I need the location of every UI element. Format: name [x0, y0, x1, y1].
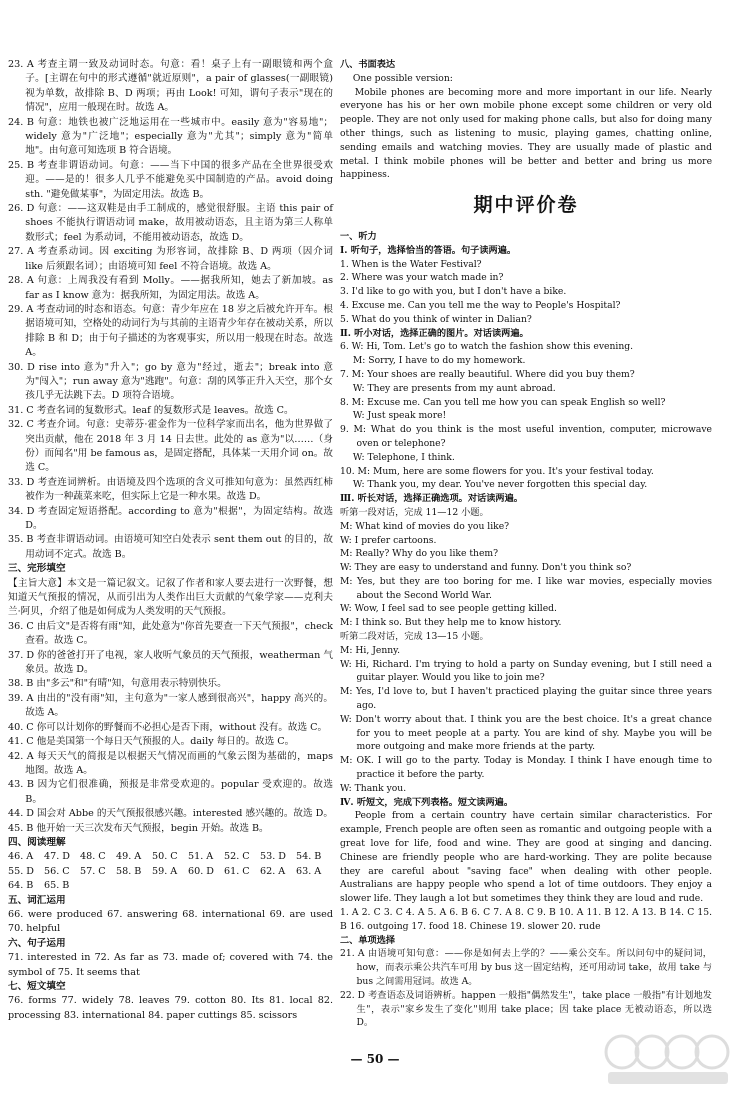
text-line: 9. M: What do you think is the most useful invention, computer, microwave oven or telephone?: [340, 424, 712, 449]
text-line: 5. What do you think of winter in Dalian?: [340, 313, 532, 325]
section-heading: 八、书面表达: [340, 59, 396, 70]
text-line: 42. A 每天天气的简报是以根据天气情况而画的气象云图为基础的，maps 地图。故选 A。: [8, 750, 333, 776]
text-line: 41. C 他是美国第一个每日天气预报的人。daily 每日的。故选 C。: [8, 736, 295, 748]
text-line: M: Yes, but they are too boring for me. I like war movies, especially movies about the Second World War.: [340, 575, 712, 601]
text-line: W: Don't worry about that. I think you are the best choice. It's a great chance for you to meet people at a party. You are kind of shy. Maybe you will be more outgoing and make more friends at the party.: [340, 713, 712, 753]
answer-item: 56. C: [44, 865, 70, 877]
section-heading: 六、句子运用: [8, 937, 66, 949]
page-title: 期中评价卷: [473, 194, 579, 217]
answer-item: 46. A: [8, 851, 34, 863]
text-line: 21. A 由语境可知句意：——你是如何去上学的？——乘公交车。所以问句中的疑问词，how，而表示乘公共汽车可用 by bus 这一固定结构，还可用动词 take，故用 take 与 bus 之间需用冠词。故选 A。: [340, 948, 712, 987]
text-line: 36. C 由后文"是否将有雨"知，此处意为"你首先要查一下天气预报"，check 查看。故选 C。: [8, 620, 333, 647]
text-line: W: I prefer cartoons.: [340, 534, 437, 546]
text-line: 28. A 句意：上周我没有看到 Molly。——据我所知，她去了新加坡。as far as I know 意为：据我所知，为固定用法。故选 A。: [8, 275, 333, 301]
text-line: 33. D 考查连词辨析。由语境及四个选项的含义可推知句意为：虽然西红柿被作为一种蔬菜来吃，但实际上它是一种水果。故选 D。: [8, 476, 333, 503]
answer-item: 52. C: [224, 851, 250, 863]
text-line: W: Just speak more!: [352, 410, 447, 422]
text-line: 23. A 考查主谓一致及动词时态。句意：看！桌子上有一副眼镜和两个盒子。[主谓在句中的形式遵循"就近原则"，a pair of glasses(一副眼镜)视为单数，故排除 B、D 两项；再由 Look! 可知，谓句子表示"现在的情况"，应用一般现在时。故选 A。: [8, 59, 333, 114]
answer-grid: [8, 850, 333, 893]
section-heading: 七、短文填空: [8, 981, 66, 992]
section-heading: Ⅰ. 听句子，选择恰当的答语。句子读两遍。: [340, 244, 517, 256]
text-line: 1. A 2. C 3. C 4. A 5. A 6. B 6. C 7. A 8. C 9. B 10. A 11. B 12. A 13. B 14. C 15. B 16. outgoing 17. food 18. Chinese 19. slower 20. rude: [340, 907, 712, 932]
text-line: 38. B 由"多云"和"有晴"知，句意用表示特别快乐。: [8, 678, 227, 690]
text-line: W: Telephone, I think.: [352, 451, 455, 463]
text-line: 40. C 你可以计划你的野餐而不必担心是否下雨，without 没有。故选 C。: [8, 721, 328, 733]
answer-item: 62. A: [260, 865, 286, 877]
section-heading: Ⅳ. 听短文，完成下列表格。短文读两遍。: [340, 796, 514, 808]
answer-item: 53. D: [260, 851, 286, 863]
section-heading: Ⅱ. 听小对话，选择正确的图片。对话读两遍。: [340, 327, 529, 339]
text-line: 35. B 考查非谓语动词。由语境可知空白处表示 sent them out 的目的，故用动词不定式。故选 B。: [8, 534, 333, 560]
text-line: 32. C 考查介词。句意：史蒂芬·霍金作为一位科学家而出名，他为世界做了突出贡献，他在 2018 年 3 月 14 日去世。此处的 as 意为"以……（身份）而闻名"用 be famous as，是固定搭配，具体某一天用介词 on。故选 C。: [8, 419, 333, 474]
text-line: 4. Excuse me. Can you tell me the way to People's Hospital?: [340, 299, 621, 311]
text-line: 39. A 由出的"没有雨"知，主句意为"一家人感到很高兴"，happy 高兴的。故选 A。: [8, 692, 333, 719]
text-line: 25. B 考查非谓语动词。句意：——当下中国的很多产品在全世界很受欢迎。——是的！很多人几乎不能避免买中国制造的产品。avoid doing sth. "避免做某事"，为固定用法。故选 B。: [8, 159, 333, 200]
text-line: 45. B 他开始一天三次发布天气预报，begin 开始。故选 B。: [8, 822, 269, 834]
text-line: Mobile phones are becoming more and more important in our life. Nearly everyone has his or her own mobile phone except some children or very old people. They are not only used for making phone calls, but also for doing many other things, such as listening to music, playing games, chatting online, sending emails and watching movies. They are usually made of plastic and metal. I think mobile phones will be better and better and bring us more happiness.: [340, 86, 712, 181]
writing-section: [340, 58, 712, 182]
text-line: 7. M: Your shoes are really beautiful. Where did you buy them?: [340, 368, 635, 380]
answer-item: 64. B: [8, 880, 34, 892]
text-line: 43. B 因为它们很准确，预报是非常受欢迎的。popular 受欢迎的。故选 B。: [8, 779, 333, 805]
answer-item: 58. B: [116, 865, 142, 877]
left-column: [8, 58, 333, 1023]
text-line: M: Hi, Jenny.: [340, 644, 401, 656]
watermark-logo-icon: [600, 1032, 736, 1088]
text-line: 66. were produced 67. answering 68. international 69. are used 70. helpful: [8, 908, 333, 935]
text-line: 34. D 考查固定短语搭配。according to 意为"根据"，为固定结构。故选 D。: [8, 505, 333, 531]
answer-item: 54. B: [296, 851, 322, 863]
text-line: 76. forms 77. widely 78. leaves 79. cotton 80. Its 81. local 82. processing 83. international 84. paper cuttings 85. scissors: [8, 995, 333, 1021]
answer-item: 57. C: [80, 865, 106, 877]
section-heading: 三、完形填空: [8, 563, 66, 575]
text-line: 31. C 考查名词的复数形式。leaf 的复数形式是 leaves。故选 C。: [8, 404, 294, 416]
text-line: W: They are presents from my aunt abroad.: [352, 382, 556, 394]
answer-item: 51. A: [188, 851, 214, 863]
section-heading: Ⅲ. 听长对话，选择正确选项。对话读两遍。: [340, 493, 523, 505]
answer-item: 60. D: [188, 865, 214, 877]
text-line: 【主旨大意】本文是一篇记叙文。记叙了作者和家人要去进行一次野餐，想知道天气预报的情况，从而引出为人类作出巨大贡献的气象学家——克利夫兰·阿贝，介绍了他是如何成为人类发明的天气预报。: [8, 577, 333, 618]
answer-item: 61. C: [224, 865, 250, 877]
text-line: 27. A 考查系动词。因 exciting 为形容词，故排除 B、D 两项（因介词 like 后须跟名词）；由语境可知 feel 不符合语境。故选 A。: [8, 246, 333, 272]
text-line: M: OK. I will go to the party. Today is Monday. I think I have enough time to practice it before the party.: [340, 755, 712, 781]
page-number: — 50 —: [350, 1052, 400, 1066]
text-line: 3. I'd like to go with you, but I don't have a bike.: [340, 286, 567, 298]
text-line: W: Thank you.: [340, 782, 407, 794]
text-line: 26. D 句意：——这双鞋是由手工制成的，感觉很舒服。主语 this pair of shoes 不能执行谓语动词 make，故用被动语态，且主语为第三人称单数形式；feel 为系动词，不能用被动语态，故选 D。: [8, 203, 333, 243]
text-line: M: What kind of movies do you like?: [340, 520, 510, 532]
text-line: 22. D 考查语态及词语辨析。happen 一般指"偶然发生"，take place 一般指"有计划地发生"，表示"家乡发生了变化"则用 take place；因 take place 无被动语态，所以选 D。: [340, 989, 712, 1029]
text-line: 44. D 国会对 Abbe 的天气预报很感兴趣。interested 感兴趣的。故选 D。: [8, 808, 333, 820]
midterm-section: [340, 230, 712, 1030]
section-heading: 五、词汇运用: [8, 894, 66, 906]
answer-item: 55. D: [8, 865, 34, 877]
answer-item: 65. B: [44, 880, 70, 892]
section-heading: 二、单项选择: [340, 934, 396, 946]
text-line: 71. interested in 72. As far as 73. made of; covered with 74. the symbol of 75. It seems that: [8, 952, 333, 978]
text-line: 10. M: Mum, here are some flowers for you. It's your festival today.: [340, 465, 654, 477]
answer-item: 50. C: [152, 851, 178, 863]
text-line: 30. D rise into 意为"升入"；go by 意为"经过，逝去"；break into 意为"闯入"；run away 意为"逃跑"。句意：刮的风筝正升入天空，那个女孩几乎无法跳下去。D 项符合语境。: [8, 361, 333, 402]
answer-item: 49. A: [116, 851, 142, 863]
text-line: W: They are easy to understand and funny. Don't you think so?: [340, 562, 632, 574]
section-heading: 一、听力: [340, 230, 377, 242]
text-line: 听第二段对话，完成 13—15 小题。: [340, 631, 489, 643]
text-line: M: Really? Why do you like them?: [340, 548, 499, 560]
text-line: W: Wow, I feel sad to see people getting killed.: [340, 603, 557, 615]
right-column: [340, 58, 712, 1030]
text-line: One possible version:: [352, 72, 453, 84]
text-line: M: I think so. But they help me to know history.: [340, 617, 562, 629]
answer-item: 48. C: [80, 851, 106, 863]
section-heading: 四、阅读理解: [8, 836, 66, 848]
answer-item: 47. D: [44, 851, 70, 863]
text-line: 6. W: Hi, Tom. Let's go to watch the fashion show this evening.: [340, 341, 634, 353]
text-line: 2. Where was your watch made in?: [340, 272, 504, 284]
text-line: M: Sorry, I have to do my homework.: [352, 355, 526, 367]
text-line: W: Thank you, my dear. You've never forgotten this special day.: [352, 479, 648, 491]
text-line: 37. D 你的爸爸打开了电视，家人收听气象员的天气预报，weatherman 气象员。故选 D。: [8, 649, 333, 676]
text-line: People from a certain country have certain similar characteristics. For example, French people are often seen as romantic and outgoing people with a great love for life, food and wine. They are good at singing and dancing. Chinese are friendly people who are hard-working. They are polite because they are careful about "saving face" when dealing with other people. Australians are happy people who spend a lot of time outdoors. They enjoy a slower life. They laugh a lot but sometimes they think they are loud and rude.: [340, 810, 712, 905]
text-line: W: Hi, Richard. I'm trying to hold a party on Sunday evening, but I still need a guitar player. Would you like to join me?: [340, 658, 712, 684]
text-line: 24. B 句意：地铁也被广泛地运用在一些城市中。easily 意为"容易地"；widely 意为"广泛地"；especially 意为"尤其"；simply 意为"简单地"。由句意可知选项 B 符合语境。: [8, 116, 333, 157]
text-line: 8. M: Excuse me. Can you tell me how you can speak English so well?: [340, 396, 666, 408]
answer-item: 63. A: [296, 865, 322, 877]
text-line: 听第一段对话，完成 11—12 小题。: [340, 506, 489, 518]
text-line: 29. A 考查动词的时态和语态。句意：青少年应在 18 岁之后被允许开车。根据语境可知，空格处的动词行为与其前的主语青少年存在被动关系，所以排除 B 和 D；由于句子描述的为客观事实，所以用一般现在时态。故选 A。: [8, 303, 333, 359]
text-line: 1. When is the Water Festival?: [340, 258, 482, 270]
text-line: M: Yes, I'd love to, but I haven't practiced playing the guitar since three years ago.: [340, 686, 712, 712]
answer-item: 59. A: [152, 865, 178, 877]
